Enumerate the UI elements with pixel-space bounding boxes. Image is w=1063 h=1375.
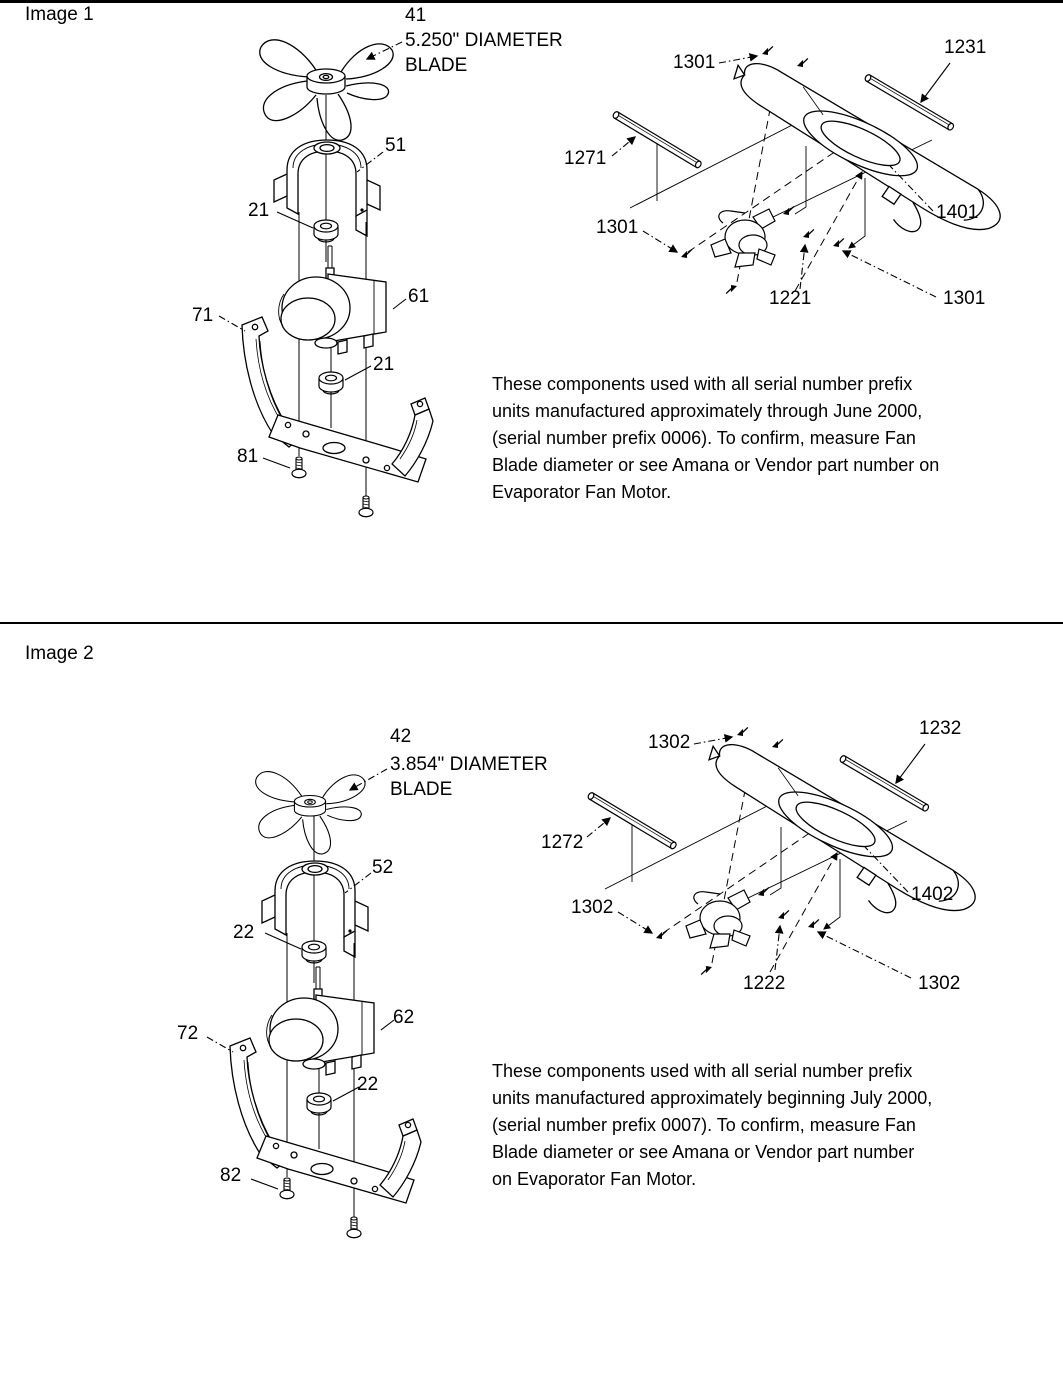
image2-note-line-2: units manufactured approximately beginning July 2000,: [492, 1088, 933, 1108]
callout-screw-82: 82: [220, 1165, 242, 1186]
callout-blade-number-41: 41: [405, 5, 427, 26]
callout-grommet-upper-22: 22: [233, 922, 255, 943]
callout-screw-81: 81: [237, 446, 259, 467]
image1-note-line-1: These components used with all serial number prefix: [492, 374, 913, 394]
callout-motor-61: 61: [408, 286, 430, 307]
callout-motor-62: 62: [393, 1007, 415, 1028]
image1-note: [492, 371, 1063, 506]
callout-shroud-screw-top-1301: 1301: [673, 52, 716, 73]
callout-blade-diameter-2: 3.854" DIAMETER: [390, 754, 548, 775]
callout-motor-mount-51: 51: [385, 135, 407, 156]
image2-note-line-5: on Evaporator Fan Motor.: [492, 1169, 697, 1189]
callout-grommet-lower-21: 21: [373, 354, 395, 375]
callout-bracket-71: 71: [192, 305, 214, 326]
callout-grommet-lower-22: 22: [357, 1074, 379, 1095]
callout-rod-left-1271: 1271: [564, 148, 607, 169]
image2-title: Image 2: [25, 643, 94, 664]
callout-blade-diameter-1: 5.250" DIAMETER: [405, 30, 563, 51]
image1-note-line-3: (serial number prefix 0006). To confirm, measure Fan: [492, 428, 916, 448]
callout-motor-screw-1222: 1222: [743, 973, 786, 994]
callout-shroud-screw-left-1302: 1302: [571, 897, 614, 918]
image1-title: Image 1: [25, 4, 94, 25]
callout-rod-right-1232: 1232: [919, 718, 962, 739]
image1-fan-shroud-assembly-drawing: [612, 46, 1017, 297]
image2-note-line-1: These components used with all serial number prefix: [492, 1061, 913, 1081]
callout-blade-word-1: BLADE: [405, 55, 468, 76]
callout-bracket-72: 72: [177, 1023, 199, 1044]
callout-fan-shroud-1402: 1402: [911, 884, 954, 905]
callout-grommet-upper-21: 21: [248, 200, 270, 221]
image1-note-line-5: Evaporator Fan Motor.: [492, 482, 672, 502]
callout-shroud-screw-right-1302: 1302: [918, 973, 961, 994]
callout-rod-left-1272: 1272: [541, 832, 584, 853]
image2-note: [492, 1058, 1063, 1193]
callout-fan-shroud-1401: 1401: [936, 202, 979, 223]
image2-note-line-4: Blade diameter or see Amana or Vendor part number: [492, 1142, 915, 1162]
callout-motor-screw-1221: 1221: [769, 288, 812, 309]
image2-note-line-3: (serial number prefix 0007). To confirm, measure Fan: [492, 1115, 916, 1135]
callout-shroud-screw-left-1301: 1301: [596, 217, 639, 238]
callout-blade-number-42: 42: [390, 726, 412, 747]
callout-motor-mount-52: 52: [372, 857, 394, 878]
callout-rod-right-1231: 1231: [944, 37, 987, 58]
callout-shroud-screw-top-1302: 1302: [648, 732, 691, 753]
callout-blade-word-2: BLADE: [390, 779, 453, 800]
image1-note-line-2: units manufactured approximately through June 2000,: [492, 401, 923, 421]
callout-shroud-screw-right-1301: 1301: [943, 288, 986, 309]
image1-note-line-4: Blade diameter or see Amana or Vendor part number on: [492, 455, 940, 475]
image2-fan-shroud-assembly-drawing: [587, 727, 992, 978]
